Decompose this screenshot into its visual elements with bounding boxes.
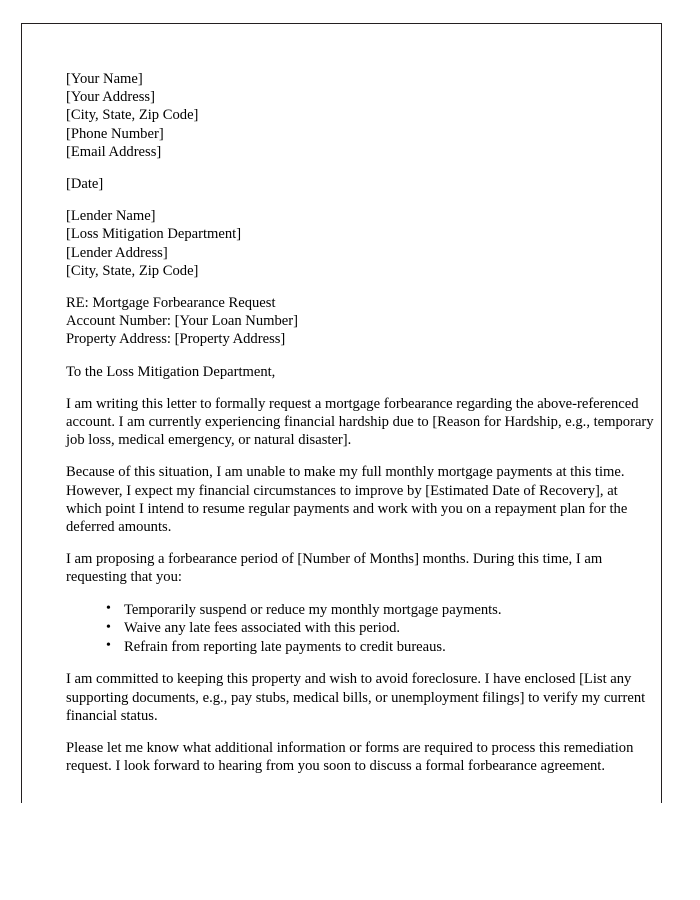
recipient-address-block [66,207,656,280]
list-item: • Temporarily suspend or reduce my monthly mortgage payments. [106,601,656,620]
sender-name-line: [Your Name] [66,71,143,87]
letter-content [66,70,656,789]
body-paragraph-2: Because of this situation, I am unable to make my full monthly mortgage payments at this time. However, I expect my financial circumstances to improve by [Estimated Date of Recovery], at which point I intend to resume regular payments and work with you on a repayment plan for the deferred amounts. [66,464,628,536]
recipient-department-line: [Loss Mitigation Department] [66,226,242,243]
body-paragraph-5: Please let me know what additional information or forms are required to process this remediation request. I look forward to hearing from you soon to discuss a formal forbearance agreement. [66,740,634,775]
subject-block [66,294,656,349]
sender-street-line: [Your Address] [66,89,155,106]
document-page [21,23,662,803]
recipient-street-line: [Lender Address] [66,244,168,261]
subject-property-address-line: Property Address: [Property Address] [66,331,286,348]
subject-re-line: RE: Mortgage Forbearance Request [66,295,276,312]
body-paragraph-1: I am writing this letter to formally request a mortgage forbearance regarding the above-referenced account. I am currently experiencing financial hardship due to [Reason for Hardship, e.g., temporary job loss, medical emergency, or natural disaster]. [66,395,654,449]
date-line: [Date] [66,176,104,193]
sender-email-line: [Email Address] [66,143,162,160]
subject-account-number-line: Account Number: [Your Loan Number] [66,313,298,330]
recipient-city-line: [City, State, Zip Code] [66,262,199,279]
body-paragraph-3: I am proposing a forbearance period of [Number of Months] months. During this time, I am requesting that you: [66,551,603,586]
salutation: To the Loss Mitigation Department, [66,363,276,380]
body-paragraph-4: I am committed to keeping this property and wish to avoid foreclosure. I have enclosed [List any supporting documents, e.g., pay stubs, medical bills, or unemployment filings] to verify my current financial status. [66,671,646,724]
sender-address-block [66,70,656,161]
date-block [66,175,656,193]
list-item: • Refrain from reporting late payments to credit bureaus. [106,638,656,657]
request-bullet-list [66,601,656,657]
recipient-name-line: [Lender Name] [66,208,156,225]
sender-city-line: [City, State, Zip Code] [66,107,199,124]
list-item: • Waive any late fees associated with this period. [106,619,656,638]
sender-phone-line: [Phone Number] [66,125,164,142]
